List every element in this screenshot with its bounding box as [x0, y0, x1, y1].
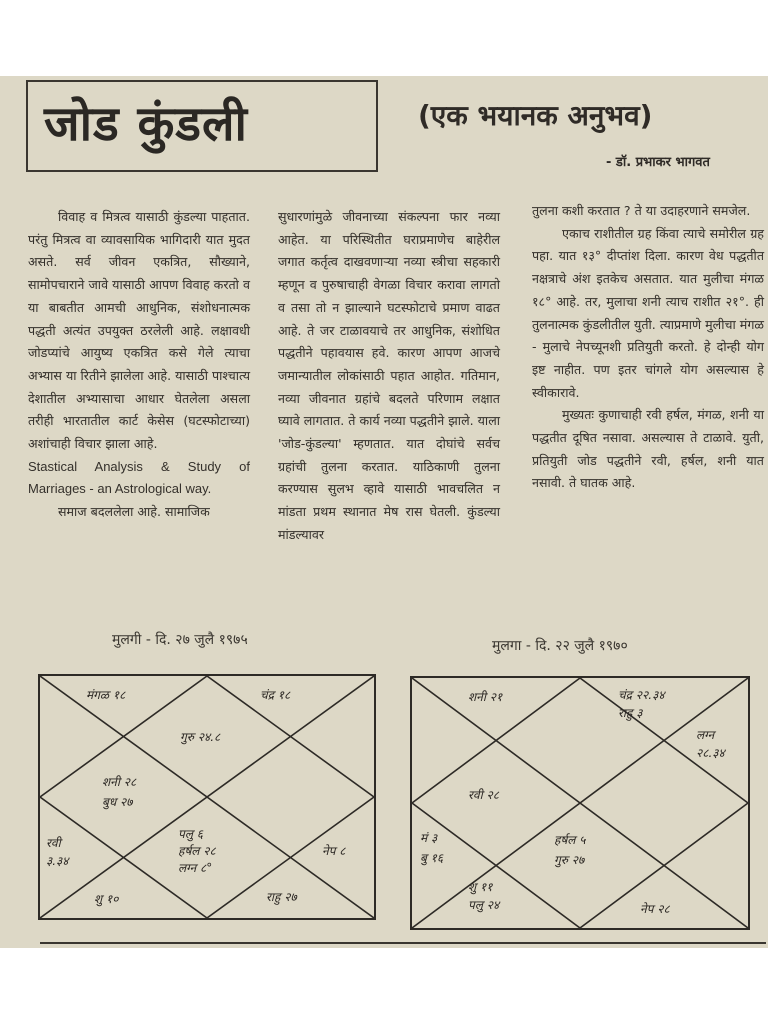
column3-paragraph: तुलना कशी करतात ? ते या उदाहरणाने समजेल.: [532, 203, 751, 218]
girl-chart-lines: [40, 676, 374, 918]
girl-house-sun: रवी ३.३४: [46, 836, 69, 868]
boy-chart-lines: [412, 678, 748, 928]
girl-house-neptune: नेप ८: [322, 844, 346, 858]
author-byline: - डॉ. प्रभाकर भागवत: [606, 155, 710, 170]
girl-house-saturn-mercury: शनी २८ बुध २७: [102, 775, 137, 809]
girl-house-rahu: राहु २७: [266, 890, 297, 904]
column1-paragraph: विवाह व मित्रत्व यासाठी कुंडल्या पाहतात. परंतु मित्रत्व वा व्यावसायिक भागिदारी यात मुदत असते. सर्व जीवन एकत्रित, सौख्याने, सामोपचाराने जावे यासाठी आपण विवाह करतो व या बाबतीत आमची आधुनिक, संशोधनात्मक पद्धती अत्यंत उपयुक्त ठरलेली आहे. लक्षावधी जोडप्यांचे आयुष्य एकत्रित कसे गेले त्याचा अभ्यास या रितीने झालेला आहे. यासाठी पाश्चात्य देशातील अभ्यासाचा आधार घेतलेला असला तरीही भारतातील कार्ट केसेस (घटस्फोटाच्या) अशांचाही विचार झाला आहे.: [28, 209, 250, 452]
girl-house-jupiter: गुरु २४.८: [180, 730, 221, 744]
article-subtitle: (एक भयानक अनुभव): [418, 99, 653, 132]
article-title: जोड कुंडली: [44, 96, 248, 152]
boy-house-neptune: नेप २८: [640, 902, 670, 916]
girl-house-moon: चंद्र १८: [260, 688, 291, 702]
boy-house-sun: रवी २८: [468, 788, 499, 802]
article-column-2: [278, 206, 500, 547]
title-box: [26, 80, 378, 172]
boy-chart-label: मुलगा - दि. २२ जुलै १९७०: [492, 638, 628, 654]
girl-house-venus: शु १०: [94, 892, 119, 906]
newspaper-page: [0, 76, 768, 948]
boy-house-lagna: लग्न २८.३४: [696, 728, 725, 760]
boy-house-venus-pluto: शु ११ पलु २४: [468, 880, 500, 912]
article-column-3: [532, 200, 764, 495]
boy-house-mars-mercury: मं ३ बु १६: [420, 831, 444, 865]
boy-house-saturn: शनी २१: [468, 690, 503, 704]
girl-house-mars: मंगळ १८: [86, 688, 126, 702]
girl-house-pluto-uranus-lagna: पलु ६ हर्षल २८ लग्न ८°: [178, 827, 216, 875]
column1-english-title: Stastical Analysis & Study of Marriages - an Astrological way.: [28, 458, 250, 497]
bottom-rule: [40, 942, 766, 944]
girl-kundali-chart: [38, 674, 376, 920]
article-column-1: [28, 206, 250, 524]
boy-house-moon-rahu: चंद्र २२.३४ राहु ३: [618, 688, 665, 720]
boy-house-uranus-jupiter: हर्षल ५ गुरु २७: [554, 833, 586, 867]
column3-paragraph: मुख्यतः कुणाचाही रवी हर्षल, मंगळ, शनी या पद्धतीत दूषित नसावा. असल्यास ते टाळावे. युती, प्रतियुती जोड पद्धतीने रवी, हर्षल, शनी यात नसावी. ते घातक आहे.: [532, 407, 764, 491]
column2-paragraph: सुधारणांमुळे जीवनाच्या संकल्पना फार नव्या आहेत. या परिस्थितीत घराप्रमाणेच बाहेरील जगात कर्तृत्व दाखवणाऱ्या नव्या स्त्रीचा सहकारी म्हणून व पुरुषाचाही वेगळा विचार करावा लागतो व तसा तो न झाल्याने घटस्फोटाचे प्रमाण वाढत आहे. ते जर टाळावयाचे तर आधुनिक, संशोधित पद्धतीने पहावयास हवे. कारण आपण आजचे जमान्यातील लोकांसाठी पहात आहोत. गतिमान, नव्या जीवनात ग्रहांचे बदलते परिणाम लक्षात घ्यावे लागतात. ते कार्य नव्या पद्धतीने झाले. याला 'जोड-कुंडल्या' म्हणतात. यात दोघांचे सर्वच ग्रहांची तुलना करतात. याठिकाणी तुलना करण्यास सुलभ व्हावे यासाठी भावचलित न मांडता प्रथम स्थानात मेष रास घेतली. कुंडल्या मांडल्यावर: [278, 209, 500, 542]
column3-paragraph: एकाच राशीतील ग्रह किंवा त्याचे समोरील ग्रह पहा. यात १३° दीप्तांश दिला. कारण वेध पद्धतीत नक्षत्राचे अंश इतकेच असतात. यात मुलीचा मंगळ १८° आहे. तर, मुलाचा शनी त्याच राशीत २१°. ही तुलनात्मक कुंडलीतील युती. त्याप्रमाणे मुलीचा मंगळ - मुलाचे नेपच्यूनशी प्रतियुती करतो. हे दोन्ही योग इष्ट नाहीत. पण इतर चांगले योग असल्यास हे स्वीकारावे.: [532, 225, 764, 400]
girl-chart-label: मुलगी - दि. २७ जुलै १९७५: [112, 632, 248, 648]
column1-paragraph: समाज बदललेला आहे. सामाजिक: [58, 504, 210, 520]
boy-kundali-chart: [410, 676, 750, 930]
